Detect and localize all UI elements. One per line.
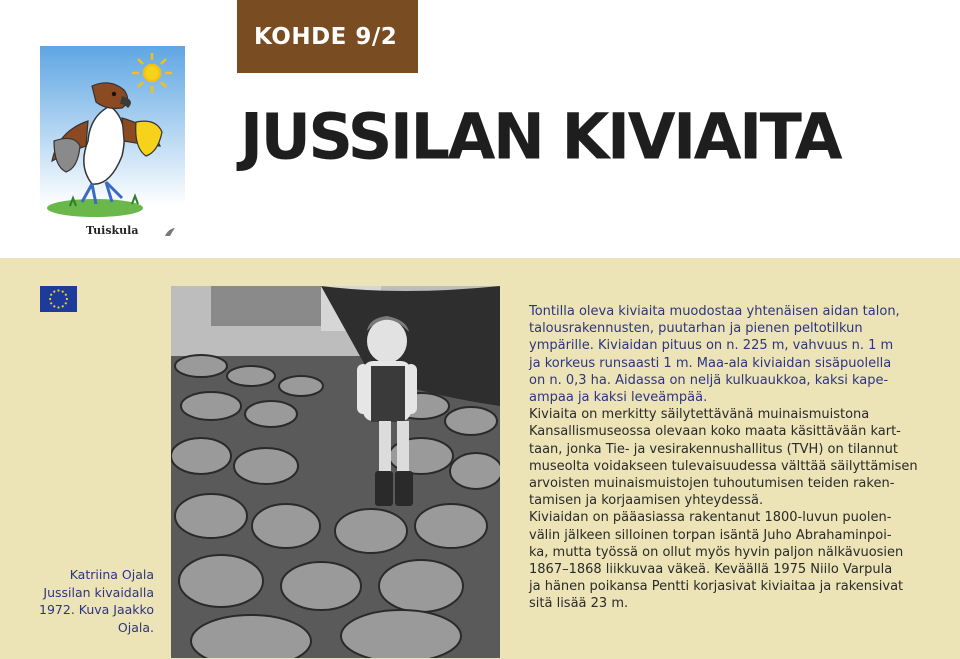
body-line: ampaa ja kaksi leveämpää. (529, 390, 708, 406)
caption-line: Katriina Ojala (69, 567, 154, 582)
body-line: museolta voidakseen tulevaisuudessa välttää säilyttämisen (529, 458, 918, 474)
eu-flag-icon (40, 286, 77, 312)
body-line: talousrakennusten, puutarhan ja pienen peltotilkun (529, 321, 863, 337)
body-line: Tontilla oleva kiviaita muodostaa yhtenäisen aidan talon, (529, 304, 900, 319)
sun-icon (132, 53, 172, 93)
body-line: ja hänen poikansa Pentti korjasivat kiviaitaa ja rakensivat (529, 579, 904, 595)
logo-label: Tuiskula (86, 224, 139, 237)
kohde-badge: KOHDE 9/2 (237, 0, 418, 73)
page-title: JUSSILAN KIVIAITA (240, 99, 841, 174)
body-line: arvoisten muinaismuistojen tuhoutumisen teiden raken- (529, 476, 895, 492)
body-line: Kiviaita on merkitty säilytettävänä muinaismuistona (529, 407, 870, 423)
body-line: välin jälkeen silloinen torpan isäntä Juho Abrahaminpoi- (529, 527, 892, 543)
body-line: sitä lisää 23 m. (529, 596, 629, 612)
body-line: ympärille. Kiviaidan pituus on n. 225 m, vahvuus n. 1 m (529, 338, 894, 354)
photo-caption (30, 566, 154, 636)
body-line: tamisen ja korjaamisen yhteydessä. (529, 493, 764, 509)
body-line: ja korkeus runsaasti 1 m. Maa-ala kiviaidan sisäpuolella (529, 355, 892, 371)
stone-wall-photo (171, 286, 500, 658)
body-line: on n. 0,3 ha. Aidassa on neljä kulkuaukkoa, kaksi kape- (529, 372, 889, 388)
body-line: Kiviaidan on pääasiassa rakentanut 1800-luvun puolen- (529, 510, 892, 526)
body-line: taan, jonka Tie- ja vesirakennushallitus (TVH) on tilannut (529, 441, 898, 457)
body-line: ka, mutta työssä on ollut myös hyvin paljon nälkävuosien (529, 544, 904, 560)
bird-logo-icon (40, 46, 185, 221)
caption-line: Ojala. (117, 619, 154, 635)
caption-line: Jussilan kivaidalla (43, 584, 154, 600)
body-line: 1867–1868 liikkuvaa väkeä. Keväällä 1975 Niilo Varpula (529, 562, 893, 578)
article-body (529, 303, 939, 613)
body-line: Kansallismuseossa olevaan koko maata käsittävään kart- (529, 424, 901, 440)
caption-line: 1972. Kuva Jaakko (39, 602, 154, 617)
bird-mark-icon (164, 226, 176, 238)
